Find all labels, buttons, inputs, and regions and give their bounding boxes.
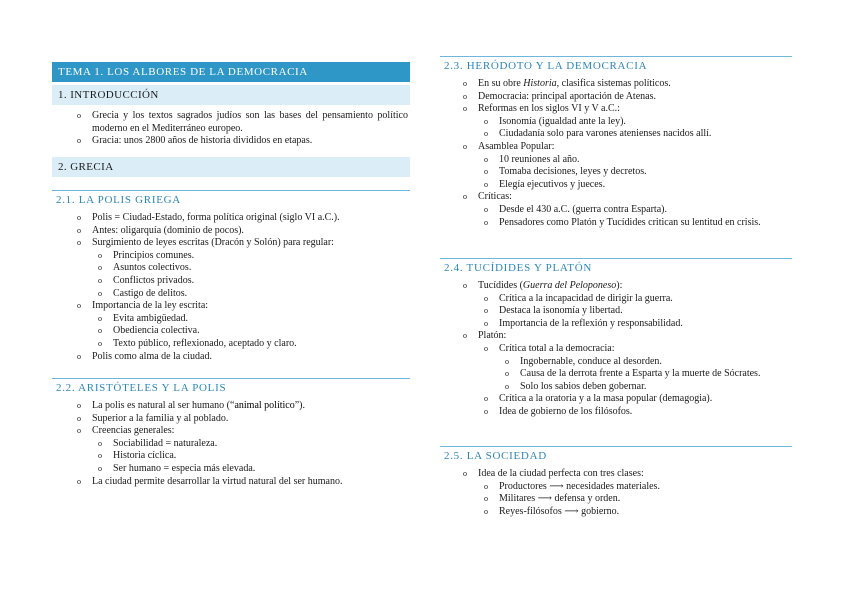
list-item: o Texto público, reflexionado, aceptado y claro. — [98, 337, 297, 349]
list-item: o Militares ⟶ defensa y orden. — [484, 493, 621, 505]
list-item: o Principios comunes. — [98, 249, 195, 261]
list-item: o Evita ambigüedad. — [98, 312, 188, 324]
tucidides-list — [463, 280, 792, 419]
list-item: o Asuntos colectivos. — [98, 262, 192, 274]
list-item: o Tomaba decisiones, leyes y decretos. — [484, 166, 647, 178]
list-item: o Antes: oligarquía (dominio de pocos). — [77, 224, 244, 236]
list-item: o 10 reuniones al año. — [484, 153, 580, 165]
list-item: o Obediencia colectiva. — [98, 325, 200, 337]
list-item: o Importancia de la reflexión y responsabilidad. — [484, 317, 683, 329]
list-item: o Idea de la ciudad perfecta con tres clases: — [463, 468, 644, 479]
list-item: o Sociabilidad = naturaleza. — [98, 437, 218, 449]
subsection-heading-aristoteles: 2.2. ARISTÓTELES Y LA POLIS — [52, 378, 410, 397]
section-heading-grecia: 2. GRECIA — [52, 157, 410, 177]
list-item: o La ciudad permite desarrollar la virtud natural del ser humano. — [77, 475, 343, 487]
polis-list — [77, 212, 408, 363]
list-item: o Surgimiento de leyes escritas (Dracón y Solón) para regular: — [77, 237, 334, 249]
list-item: o Polis como alma de la ciudad. — [77, 350, 212, 362]
list-item: o Productores ⟶ necesidades materiales. — [484, 480, 660, 492]
list-item: o Reyes-filósofos ⟶ gobierno. — [484, 505, 620, 517]
herodoto-list — [463, 78, 792, 229]
list-item: o Crítica total a la democracia: — [484, 342, 615, 354]
list-item: o La polis es natural al ser humano (“animal político”). — [77, 400, 305, 411]
subsection-heading-sociedad: 2.5. LA SOCIEDAD — [440, 446, 792, 465]
list-item: o Destaca la isonomía y libertad. — [484, 305, 623, 317]
list-item: o Superior a la familia y al poblado. — [77, 412, 229, 424]
subsection-heading-tucidides: 2.4. TUCÍDIDES Y PLATÓN — [440, 258, 792, 277]
list-item: o En su obre Historia, clasifica sistemas políticos. — [463, 78, 671, 89]
quote-animal-politico: animal político — [234, 400, 295, 411]
sociedad-list — [463, 468, 792, 518]
list-item: o Polis = Ciudad-Estado, forma política original (siglo VI a.C.). — [77, 212, 340, 223]
list-item: o Isonomía (igualdad ante la ley). — [484, 115, 626, 127]
list-item: o Conflictos privados. — [98, 274, 195, 286]
section-heading-introduccion: 1. INTRODUCCIÓN — [52, 85, 410, 105]
list-item: o Tucídides (Guerra del Peloponeso): — [463, 280, 623, 291]
list-item: o Asamblea Popular: — [463, 140, 555, 152]
list-item: o Historia cíclica. — [98, 450, 177, 462]
list-item: o Elegía ejecutivos y jueces. — [484, 178, 606, 190]
list-item: o Ingobernable, conduce al desorden. — [505, 355, 662, 367]
list-item: o Pensadores como Platón y Tucídides critican su lentitud en crisis. — [484, 216, 761, 228]
list-item: o Platón: — [463, 330, 507, 342]
list-item: o Críticas: — [463, 191, 512, 203]
list-item: o Desde el 430 a.C. (guerra contra Esparta). — [484, 203, 667, 215]
subsection-heading-herodoto: 2.3. HERÓDOTO Y LA DEMOCRACIA — [440, 56, 792, 75]
list-item: o Creencias generales: — [77, 425, 175, 437]
tema-title: TEMA 1. LOS ALBORES DE LA DEMOCRACIA — [52, 62, 410, 82]
list-item: o Ciudadanía solo para varones atenienses nacidos allí. — [484, 128, 712, 140]
list-item: o Causa de la derrota frente a Esparta y la muerte de Sócrates. — [505, 368, 761, 380]
list-item: o Crítica a la oratoria y a la masa popular (demagogia). — [484, 393, 713, 405]
intro-list — [77, 110, 408, 148]
subsection-heading-polis: 2.1. LA POLIS GRIEGA — [52, 190, 410, 209]
list-item: o Ser humano = especia más elevada. — [98, 462, 256, 474]
list-item: o Importancia de la ley escrita: — [77, 300, 209, 312]
list-item: o Democracia: principal aportación de Atenas. — [463, 90, 656, 102]
list-item: o Reformas en los siglos VI y V a.C.: — [463, 103, 620, 115]
aristoteles-list — [77, 400, 408, 488]
list-item: o Solo los sabios deben gobernar. — [505, 380, 647, 392]
list-item: o Grecia y los textos sagrados judíos son las bases del pensamiento político moderno en el Mediterráneo europeo. — [77, 110, 408, 134]
list-item: o Crítica a la incapacidad de dirigir la guerra. — [484, 292, 673, 304]
list-item: o Idea de gobierno de los filósofos. — [484, 405, 633, 417]
list-item: o Castigo de delitos. — [98, 287, 188, 299]
list-item: o Gracia: unos 2800 años de historia divididos en etapas. — [77, 135, 313, 147]
